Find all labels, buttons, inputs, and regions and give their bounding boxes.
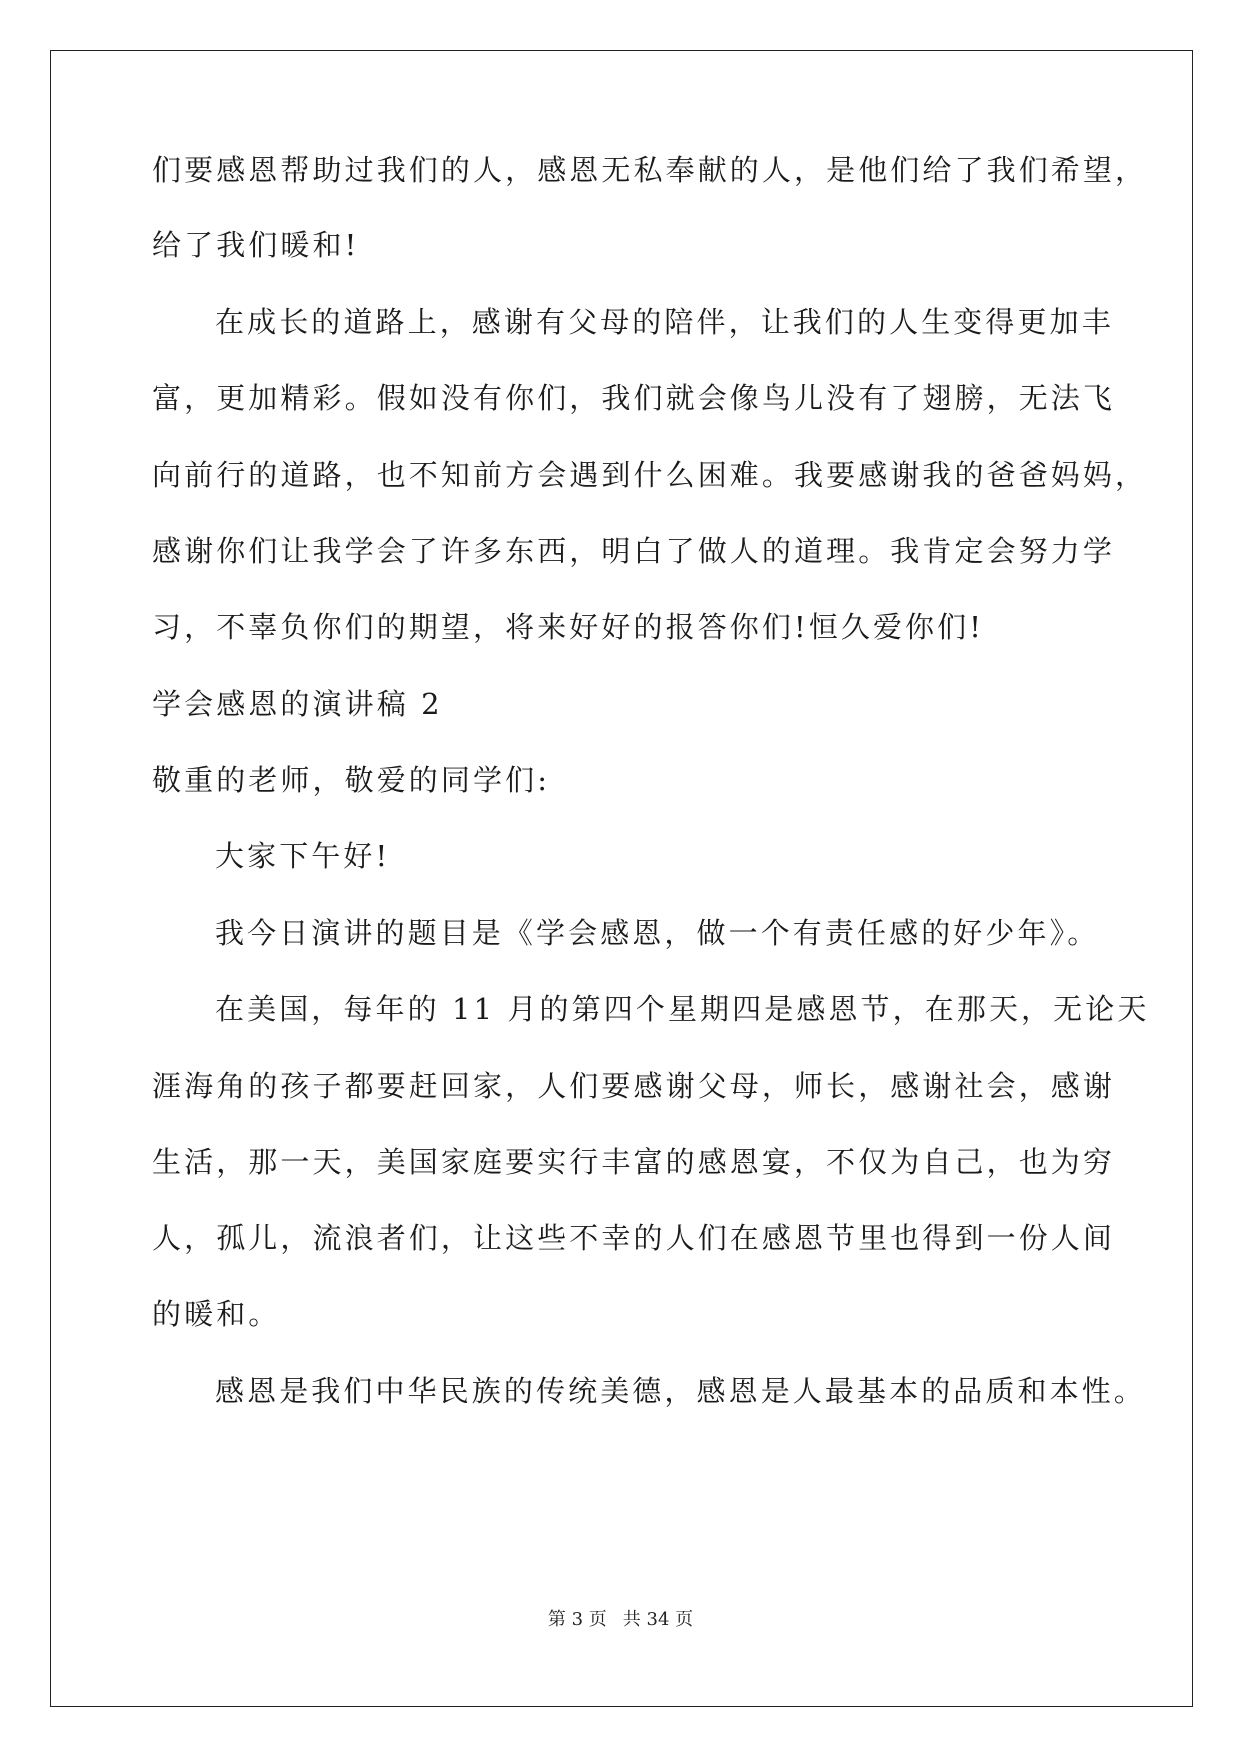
body-line: 人，孤儿，流浪者们，让这些不幸的人们在感恩节里也得到一份人间 [152, 1221, 1116, 1255]
body-line: 习，不辜负你们的期望，将来好好的报答你们!恒久爱你们! [152, 610, 985, 644]
section-heading: 学会感恩的演讲稿 2 [152, 687, 443, 721]
page-total: 共 34 页 [622, 1609, 694, 1630]
body-line: 的暖和。 [152, 1297, 281, 1331]
paragraph-first-line: 我今日演讲的题目是《学会感恩，做一个有责任感的好少年》。 [215, 916, 1100, 950]
body-line: 涯海角的孩子都要赶回家，人们要感谢父母，师长，感谢社会，感谢 [152, 1069, 1116, 1103]
body-line: 感谢你们让我学会了许多东西，明白了做人的道理。我肯定会努力学 [152, 534, 1116, 568]
paragraph-first-line: 在成长的道路上，感谢有父母的陪伴，让我们的人生变得更加丰 [215, 305, 1114, 339]
body-line: 给了我们暖和! [152, 228, 360, 262]
body-line: 们要感恩帮助过我们的人，感恩无私奉献的人，是他们给了我们希望， [152, 153, 1148, 187]
body-line: 向前行的道路，也不知前方会遇到什么困难。我要感谢我的爸爸妈妈， [152, 458, 1148, 492]
salutation: 敬重的老师，敬爱的同学们: [152, 763, 551, 797]
body-line: 生活，那一天，美国家庭要实行丰富的感恩宴，不仅为自己，也为穷 [152, 1145, 1116, 1179]
paragraph-first-line: 在美国，每年的 11 月的第四个星期四是感恩节，在那天，无论天 [215, 992, 1150, 1026]
page-border [50, 50, 1193, 1707]
greeting: 大家下午好! [215, 839, 391, 873]
page-footer [0, 1608, 1241, 1632]
paragraph-first-line: 感恩是我们中华民族的传统美德，感恩是人最基本的品质和本性。 [215, 1374, 1146, 1408]
body-line: 富，更加精彩。假如没有你们，我们就会像鸟儿没有了翅膀，无法飞 [152, 381, 1116, 415]
page-number: 第 3 页 [547, 1609, 607, 1630]
